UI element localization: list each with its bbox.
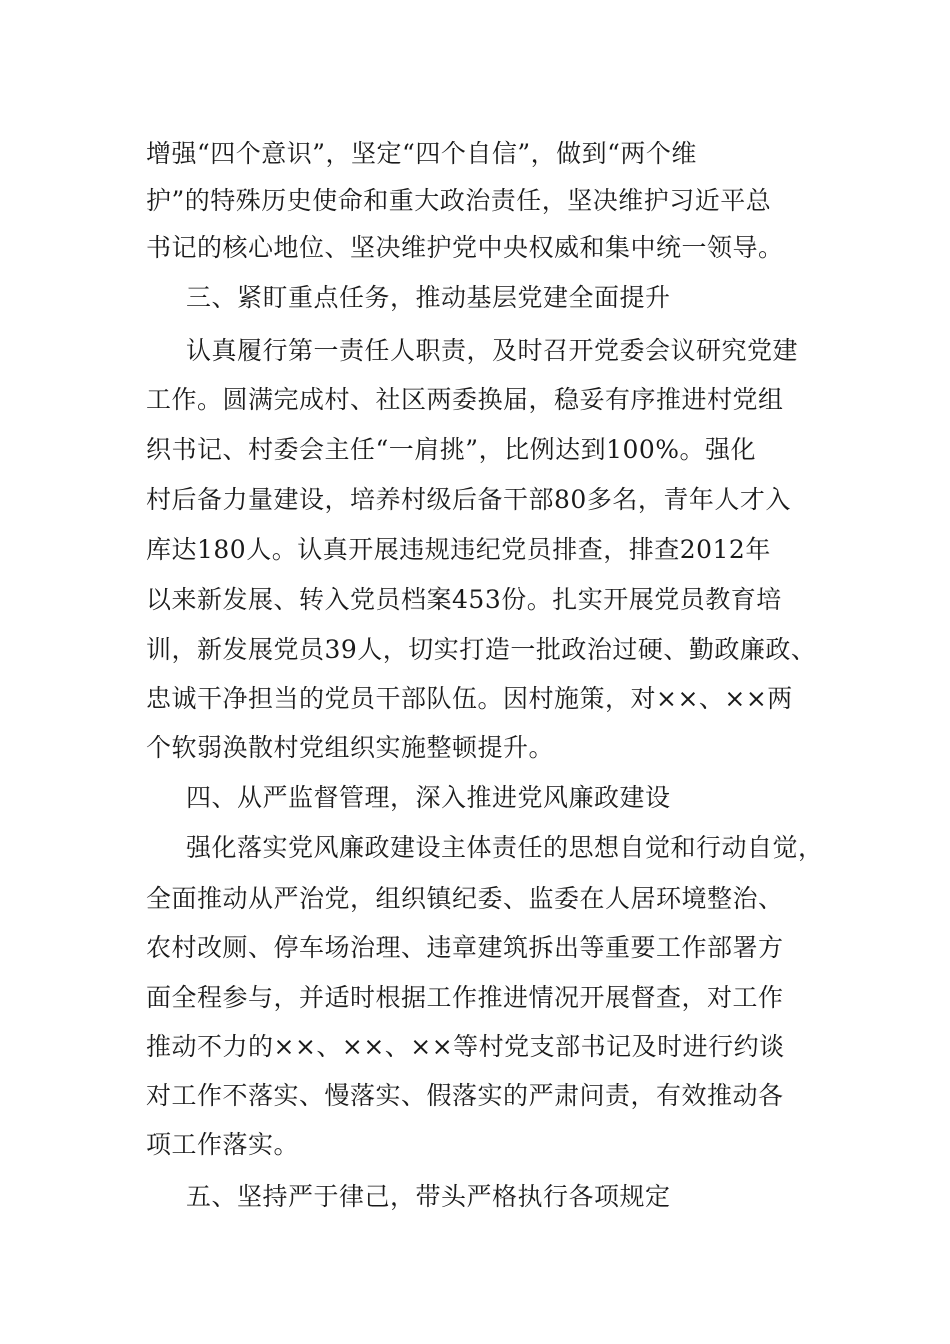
paragraph-line: 强化落实党风廉政建设主体责任的思想自觉和行动自觉， [186, 833, 824, 862]
paragraph-line: 对工作不落实、慢落实、假落实的严肃问责，有效推动各 [146, 1081, 784, 1110]
paragraph-line: 以来新发展、转入党员档案453份。扎实开展党员教育培 [146, 585, 782, 614]
paragraph-line: 农村改厕、停车场治理、违章建筑拆出等重要工作部署方 [146, 933, 784, 962]
paragraph-line: 全面推动从严治党，组织镇纪委、监委在人居环境整治、 [146, 884, 784, 913]
paragraph-line: 认真履行第一责任人职责，及时召开党委会议研究党建 [186, 336, 799, 365]
text-line: 增强“四个意识”，坚定“四个自信”，做到“两个维 [146, 139, 697, 168]
paragraph-line: 个软弱涣散村党组织实施整顿提升。 [146, 733, 555, 762]
paragraph-line: 织书记、村委会主任“一肩挑”，比例达到100%。强化 [146, 435, 757, 464]
paragraph-line: 工作。圆满完成村、社区两委换届，稳妥有序推进村党组 [146, 385, 784, 414]
text-line: 书记的核心地位、坚决维护党中央权威和集中统一领导。 [146, 233, 784, 262]
section-heading: 五、坚持严于律己，带头严格执行各项规定 [186, 1182, 671, 1211]
section-heading: 四、从严监督管理，深入推进党风廉政建设 [186, 783, 671, 812]
paragraph-line: 忠诚干净担当的党员干部队伍。因村施策，对××、××两 [146, 684, 793, 713]
section-heading: 三、紧盯重点任务，推动基层党建全面提升 [186, 283, 671, 312]
paragraph-line: 面全程参与，并适时根据工作推进情况开展督查，对工作 [146, 983, 784, 1012]
paragraph-line: 训，新发展党员39人，切实打造一批政治过硬、勤政廉政、 [146, 635, 817, 664]
text-line: 护”的特殊历史使命和重大政治责任，坚决维护习近平总 [146, 186, 772, 215]
paragraph-line: 村后备力量建设，培养村级后备干部80多名，青年人才入 [146, 485, 791, 514]
paragraph-line: 库达180人。认真开展违规违纪党员排查，排查2012年 [146, 535, 771, 564]
paragraph-line: 推动不力的××、××、××等村党支部书记及时进行约谈 [146, 1032, 785, 1061]
paragraph-line: 项工作落实。 [146, 1130, 300, 1159]
